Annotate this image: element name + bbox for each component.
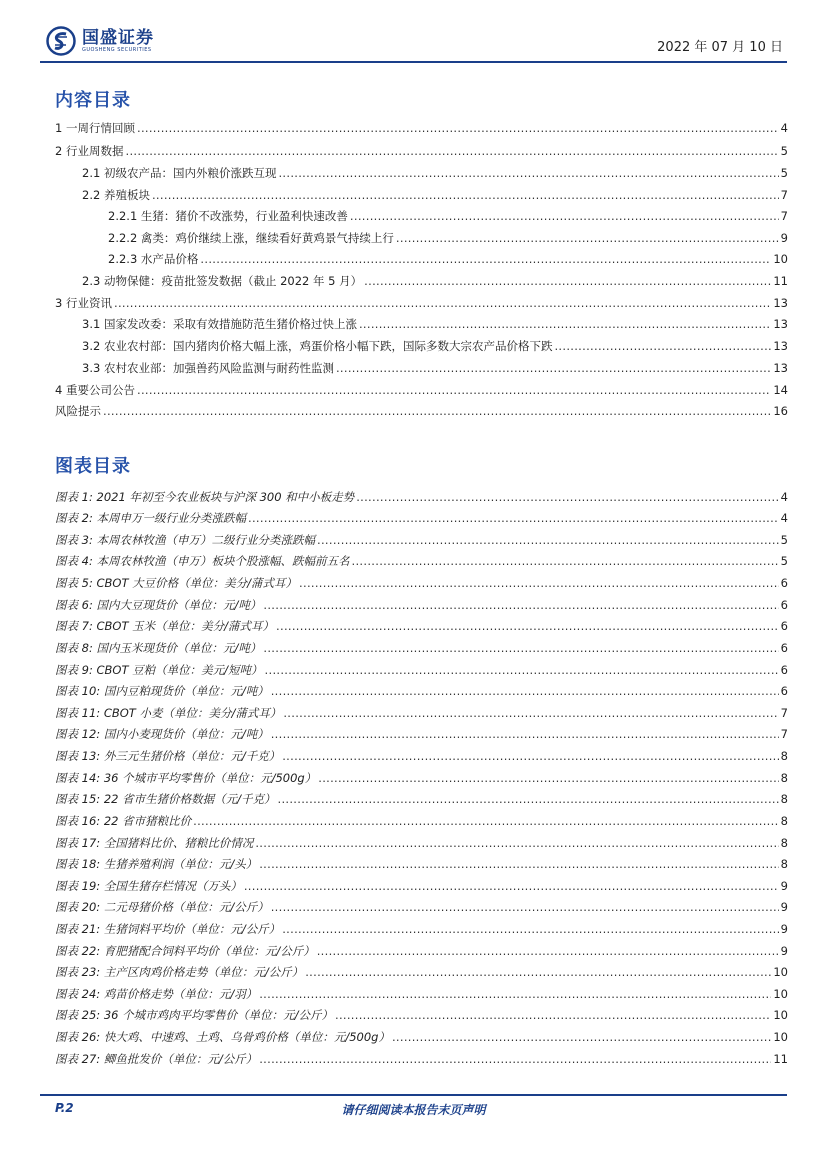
toc-entry[interactable]: 4 重要公司公告 ..... 14 <box>55 383 788 397</box>
figure-entry[interactable]: 图表 11: CBOT 小麦（单位：美分/蒲式耳） ..... 7 <box>55 706 788 720</box>
toc-entry[interactable]: 2 行业周数据 ..... 5 <box>55 144 788 158</box>
company-logo <box>46 26 154 56</box>
figure-entry[interactable]: 图表 23: 主产区肉鸡价格走势（单位：元/公斤） ..... 10 <box>55 965 788 979</box>
figure-entry[interactable]: 图表 18: 生猪养殖利润（单位：元/头） ..... 8 <box>55 857 788 871</box>
toc-entry[interactable]: 2.2.3 水产品价格 ..... 10 <box>55 252 788 266</box>
figure-entry[interactable]: 图表 9: CBOT 豆粕（单位：美元/短吨） ..... 6 <box>55 663 788 677</box>
figure-entry[interactable]: 图表 17: 全国猪料比价、猪粮比价情况 ..... 8 <box>55 836 788 850</box>
figure-entry[interactable]: 图表 7: CBOT 玉米（单位：美分/蒲式耳） ..... 6 <box>55 619 788 633</box>
toc-entry[interactable]: 3.3 农村农业部：加强兽药风险监测与耐药性监测 ..... 13 <box>55 361 788 375</box>
figure-entry[interactable]: 图表 5: CBOT 大豆价格（单位：美分/蒲式耳） ..... 6 <box>55 576 788 590</box>
figure-entry[interactable]: 图表 21: 生猪饲料平均价（单位：元/公斤） ..... 9 <box>55 922 788 936</box>
toc-entry[interactable]: 2.3 动物保健：疫苗批签发数据（截止 2022 年 5 月） ..... 11 <box>55 274 788 288</box>
toc-entry[interactable]: 2.1 初级农产品：国内外粮价涨跌互现 ..... 5 <box>55 166 788 180</box>
company-name: 国盛证券 <box>82 27 154 48</box>
page-number: P.2 <box>55 1101 74 1115</box>
figure-entry[interactable]: 图表 6: 国内大豆现货价（单位：元/吨） ..... 6 <box>55 598 788 612</box>
page-header <box>40 22 787 62</box>
figure-entry[interactable]: 图表 15: 22 省市生猪价格数据（元/千克） ..... 8 <box>55 792 788 806</box>
figure-entry[interactable]: 图表 2: 本周申万一级行业分类涨跌幅 ..... 4 <box>55 511 788 525</box>
report-date: 2022 年 07 月 10 日 <box>657 40 783 55</box>
footer-divider <box>40 1094 787 1096</box>
company-name-en: GUOSHENG SECURITIES <box>82 46 152 53</box>
figure-entry[interactable]: 图表 27: 鲫鱼批发价（单位：元/公斤） ..... 11 <box>55 1052 788 1066</box>
figure-entry[interactable]: 图表 19: 全国生猪存栏情况（万头） ..... 9 <box>55 879 788 893</box>
figure-entry[interactable]: 图表 1: 2021 年初至今农业板块与沪深 300 和中小板走势 ..... 4 <box>55 490 788 504</box>
toc-entry[interactable]: 风险提示 ..... 16 <box>55 404 788 418</box>
toc-title: 内容目录 <box>55 90 131 111</box>
toc-entry[interactable]: 1 一周行情回顾 ..... 4 <box>55 121 788 135</box>
figure-entry[interactable]: 图表 22: 育肥猪配合饲料平均价（单位：元/公斤） ..... 9 <box>55 944 788 958</box>
figure-entry[interactable]: 图表 14: 36 个城市平均零售价（单位：元/500g） ..... 8 <box>55 771 788 785</box>
figure-entry[interactable]: 图表 10: 国内豆粕现货价（单位：元/吨） ..... 6 <box>55 684 788 698</box>
disclaimer-note: 请仔细阅读本报告末页声明 <box>341 1103 486 1117</box>
figure-entry[interactable]: 图表 12: 国内小麦现货价（单位：元/吨） ..... 7 <box>55 727 788 741</box>
toc-entry[interactable]: 2.2.1 生猪：猪价不改涨势，行业盈利快速改善 ..... 7 <box>55 209 788 223</box>
toc-entry[interactable]: 3.2 农业农村部：国内猪肉价格大幅上涨，鸡蛋价格小幅下跌，国际多数大宗农产品价格下跌 ..... 13 <box>55 339 788 353</box>
figure-list-title: 图表目录 <box>55 456 131 477</box>
figure-entry[interactable]: 图表 16: 22 省市猪粮比价 ..... 8 <box>55 814 788 828</box>
figure-entry[interactable]: 图表 13: 外三元生猪价格（单位：元/千克） ..... 8 <box>55 749 788 763</box>
figure-entry[interactable]: 图表 24: 鸡苗价格走势（单位：元/羽） ..... 10 <box>55 987 788 1001</box>
toc-entry[interactable]: 3.1 国家发改委：采取有效措施防范生猪价格过快上涨 ..... 13 <box>55 317 788 331</box>
figure-entry[interactable]: 图表 20: 二元母猪价格（单位：元/公斤） ..... 9 <box>55 900 788 914</box>
guosheng-logo-icon <box>46 26 76 56</box>
figure-entry[interactable]: 图表 25: 36 个城市鸡肉平均零售价（单位：元/公斤） ..... 10 <box>55 1008 788 1022</box>
header-divider <box>40 61 787 63</box>
toc-entry[interactable]: 2.2 养殖板块 ..... 7 <box>55 188 788 202</box>
figure-entry[interactable]: 图表 26: 快大鸡、中速鸡、土鸡、乌骨鸡价格（单位：元/500g） ..... 10 <box>55 1030 788 1044</box>
figure-entry[interactable]: 图表 4: 本周农林牧渔（申万）板块个股涨幅、跌幅前五名 ..... 5 <box>55 554 788 568</box>
figure-entry[interactable]: 图表 8: 国内玉米现货价（单位：元/吨） ..... 6 <box>55 641 788 655</box>
figure-entry[interactable]: 图表 3: 本周农林牧渔（申万）二级行业分类涨跌幅 ..... 5 <box>55 533 788 547</box>
toc-entry[interactable]: 2.2.2 禽类：鸡价继续上涨，继续看好黄鸡景气持续上行 ..... 9 <box>55 231 788 245</box>
toc-entry[interactable]: 3 行业资讯 ..... 13 <box>55 296 788 310</box>
